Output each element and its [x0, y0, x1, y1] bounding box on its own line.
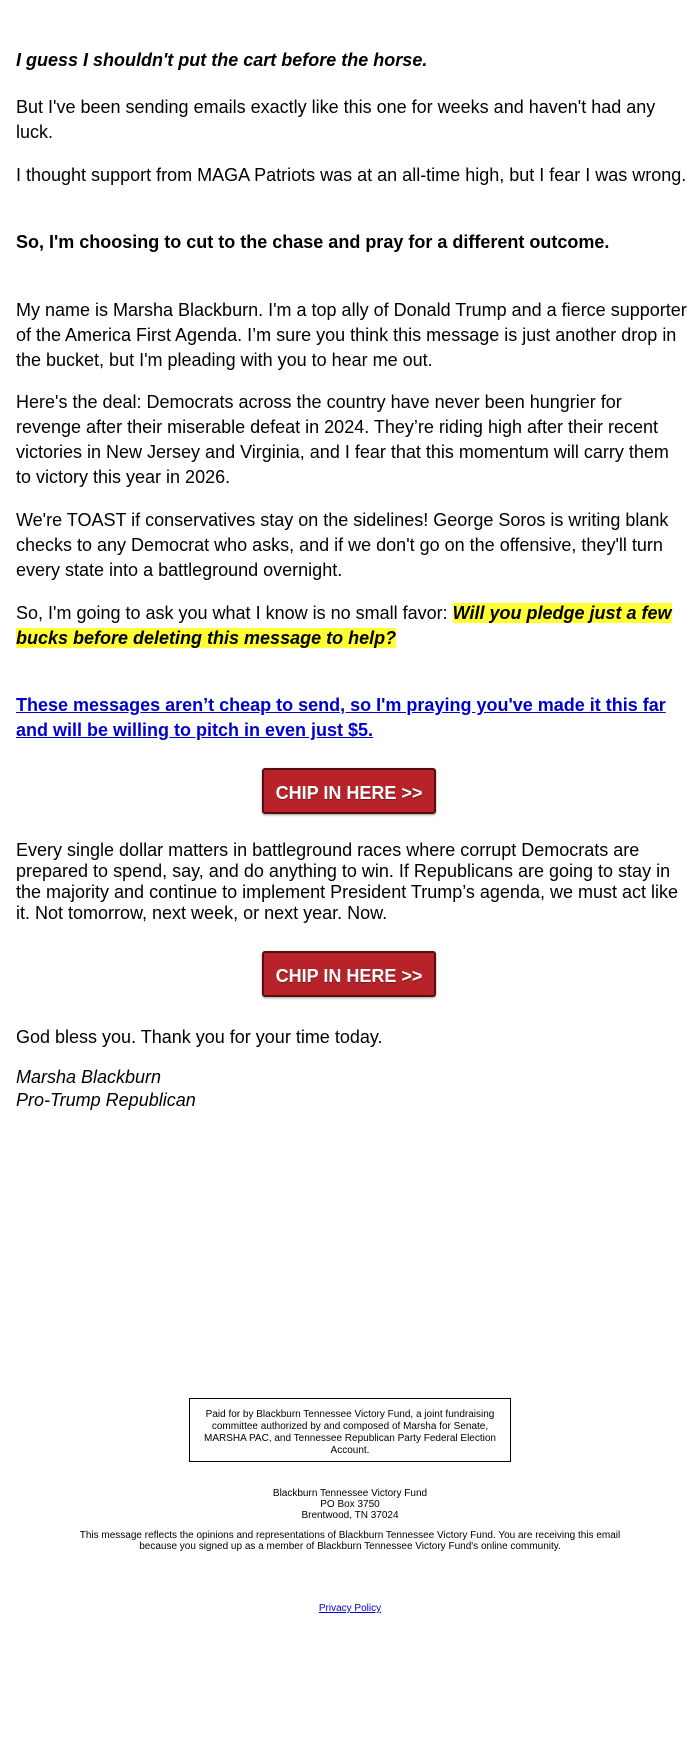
org-name: Blackburn Tennessee Victory Fund: [272, 1488, 428, 1499]
signature-name: Marsha Blackburn: [16, 1067, 162, 1087]
signature-title: Pro-Trump Republican: [16, 1090, 196, 1110]
city-state-zip: Brentwood, TN 37024: [301, 1510, 399, 1521]
intro-line: I guess I shouldn't put the cart before the horse.: [16, 50, 428, 70]
ask-prefix: So, I'm going to ask you what I know is no small favor:: [16, 603, 453, 623]
ask-paragraph: [16, 601, 688, 651]
mailing-address: [0, 1488, 700, 1521]
paid-for-disclaimer: Paid for by Blackburn Tennessee Victory Fund, a joint fundraising committee authorized by and composed of Marsha for Senate, MARSHA PAC, and Tennessee Republican Party Federal Election Account.: [189, 1398, 511, 1462]
po-box: PO Box 3750: [320, 1499, 380, 1510]
paragraph: Every single dollar matters in battleground races where corrupt Democrats are prepared to spend, say, and do anything to win. If Republicans are going to stay in the majority and continue to implement President Trump’s agenda, we must act like it. Not tomorrow, next week, or next year. Now.: [16, 840, 679, 923]
privacy-policy-link[interactable]: Privacy Policy: [318, 1603, 382, 1614]
paragraph: My name is Marsha Blackburn. I'm a top ally of Donald Trump and a fierce supporter of the America First Agenda. I’m sure you think this message is just another drop in the bucket, but I'm pleading with you to hear me out.: [16, 300, 687, 370]
paragraph: Here's the deal: Democrats across the country have never been hungrier for revenge after their miserable defeat in 2024. They’re riding high after their recent victories in New Jersey and Virginia, and I fear that this momentum will carry them to victory this year in 2026.: [16, 392, 669, 487]
subscription-disclaimer: This message reflects the opinions and representations of Blackburn Tennessee Victory Fund. You are receiving this email because you signed up as a member of Blackburn Tennessee Victory Fund's online community.: [79, 1530, 621, 1552]
chip-in-button[interactable]: CHIP IN HERE >>: [262, 768, 436, 814]
paragraph: But I've been sending emails exactly like this one for weeks and haven't had any luck.: [16, 97, 656, 142]
paragraph: I thought support from MAGA Patriots was at an all-time high, but I fear I was wrong.: [16, 165, 687, 185]
signature: [16, 1066, 196, 1112]
privacy-footer: [0, 1603, 700, 1614]
bold-paragraph: So, I'm choosing to cut to the chase and pray for a different outcome.: [16, 232, 610, 252]
donate-text-link[interactable]: These messages aren’t cheap to send, so I'm praying you've made it this far and will be willing to pitch in even just $5.: [16, 695, 666, 740]
paragraph: We're TOAST if conservatives stay on the sidelines! George Soros is writing blank checks to any Democrat who asks, and if we don't go on the offensive, they'll turn every state into a battleground overnight.: [16, 510, 669, 580]
ask-highlight: Will you pledge just a few bucks before deleting this message to help?: [16, 603, 672, 648]
closing-line: God bless you. Thank you for your time today.: [16, 1027, 383, 1047]
chip-in-button[interactable]: CHIP IN HERE >>: [262, 951, 436, 997]
